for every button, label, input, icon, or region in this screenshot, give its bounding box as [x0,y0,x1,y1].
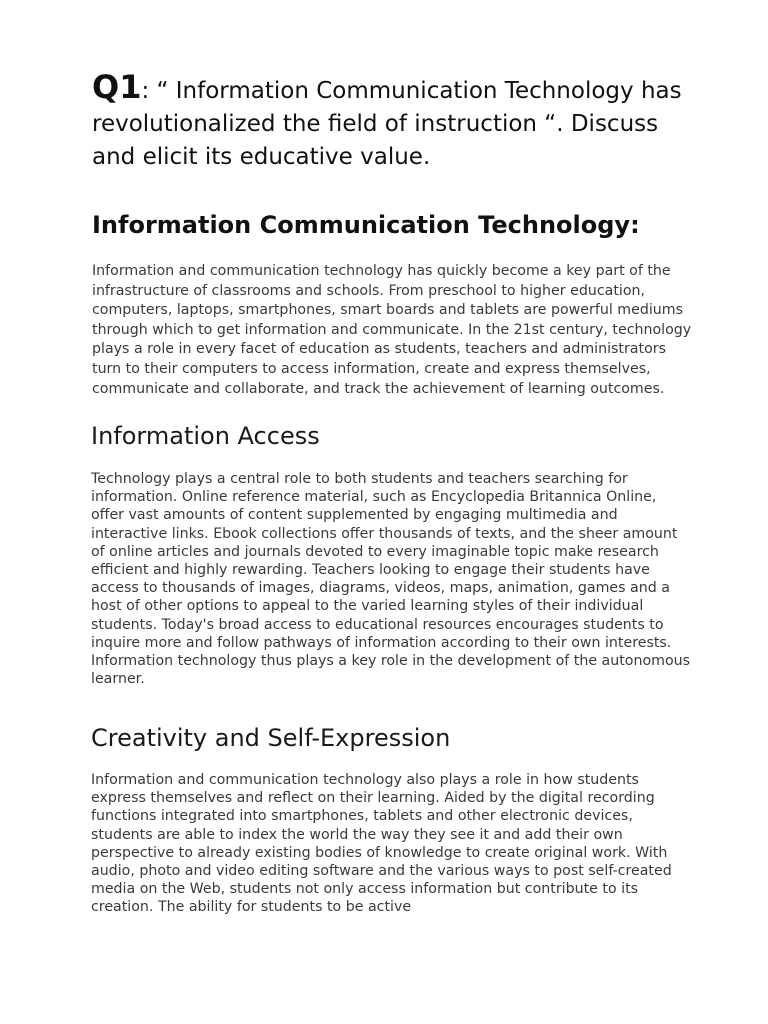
question-heading [92,68,692,174]
section-body-ict: Information and communication technology has quickly become a key part of the infrastructure of classrooms and schools. From preschool to higher education, computers, laptops, smartphones, smart boards and tablets are powerful mediums through which to get information and communicate. In the 21st century, technology plays a role in every facet of education as students, teachers and administrators turn to their computers to access information, create and express themselves, communicate and collaborate, and track the achievement of learning outcomes. [92,263,692,397]
section-heading-ict: Information Communication Technology: [92,211,640,239]
section-heading-information-access: Information Access [91,422,320,450]
question-label: Q1 [92,68,142,106]
section-body-creativity: Information and communication technology also plays a role in how students express themselves and reflect on their learning. Aided by the digital recording functions integrated into smartphones, tablets and other electronic devices, students are able to index the world the way they see it and add their own perspective to already existing bodies of knowledge to create original work. With audio, photo and video editing software and the various ways to post self-created media on the Web, students not only access information but contribute to its creation. The ability for students to be active [91,772,672,916]
question-text: : “ Information Communication Technology has revolutionalized the field of instruction “. Discuss and elicit its educative value. [92,78,682,170]
section-heading-creativity: Creativity and Self-Expression [91,724,451,752]
section-body-information-access: Technology plays a central role to both students and teachers searching for information. Online reference material, such as Encyclopedia Britannica Online, offer vast amounts of content supplemented by engaging multimedia and interactive links. Ebook collections offer thousands of texts, and the sheer amount of online articles and journals devoted to every imaginable topic make research efficient and highly rewarding. Teachers looking to engage their students have access to thousands of images, diagrams, videos, maps, animation, games and a host of other options to appeal to the varied learning styles of their individual students. Today's broad access to educational resources encourages students to inquire more and follow pathways of information according to their own interests. Information technology thus plays a key role in the development of the autonomous learner. [91,471,691,688]
